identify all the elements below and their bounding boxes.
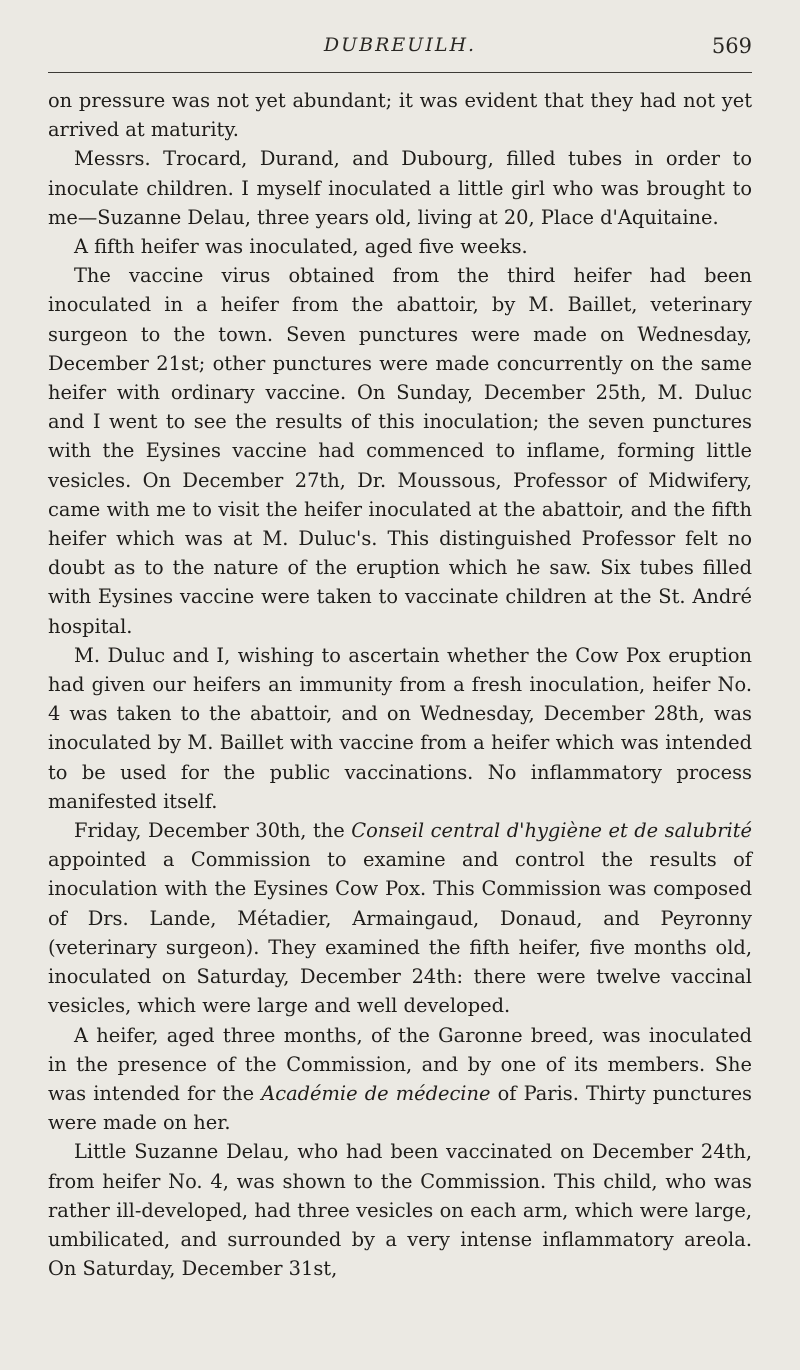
header-rule — [48, 72, 752, 73]
running-head: DUBREUILH. — [323, 34, 477, 56]
paragraph-text: appointed a Commission to examine and control the results of inoculation with the Eysines Cow Pox. This Commission was composed of Drs. Lande, Métadier, Armaingaud, Donaud, and Peyronny (veterinary surgeon). They examined the fifth heifer, five months old, inoculated on Saturday, December 24th: there were twelve vaccinal vesicles, which were large and well developed. — [48, 848, 752, 1018]
paragraph-text: Messrs. Trocard, Durand, and Dubourg, filled tubes in order to inoculate children. I myself inoculated a little girl who was brought to me—Suzanne Delau, three years old, living at 20, Place d'Aquitaine. — [48, 147, 752, 229]
paragraph — [48, 232, 752, 261]
page-number: 569 — [711, 34, 752, 58]
paragraph — [48, 1021, 752, 1138]
paragraph — [48, 641, 752, 816]
paragraph-text: A heifer, aged three months, of the Garonne breed, was inoculated in the presence of the Commission, and by one of its members. She was intended for the — [48, 1023, 752, 1105]
paragraph-text: Little Suzanne Delau, who had been vaccinated on December 24th, from heifer No. 4, was shown to the Commission. This child, who was rather ill-developed, had three vesicles on each arm, which were large, umbilicated, and surrounded by a very intense inflammatory areola. On Saturday, December 31st, — [48, 1140, 752, 1281]
paragraph — [48, 261, 752, 641]
paragraph — [48, 144, 752, 232]
paragraph-text: M. Duluc and I, wishing to ascertain whether the Cow Pox eruption had given our heifers an immunity from a fresh inoculation, heifer No. 4 was taken to the abattoir, and on Wednesday, December 28th, was inoculated by M. Baillet with vaccine from a heifer which was intended to be used for the public vaccinations. No inflammatory process manifested itself. — [48, 643, 752, 813]
paragraph-text: Friday, December 30th, the — [74, 819, 352, 843]
paragraph-text: A fifth heifer was inoculated, aged five weeks. — [74, 235, 528, 259]
paragraph-text: of Paris. Thirty punctures were made on her. — [48, 1081, 752, 1135]
paragraph-text: The vaccine virus obtained from the third heifer had been inoculated in a heifer from the abattoir, by M. Baillet, veterinary surgeon to the town. Seven punctures were made on Wednesday, December 21st; other punctures were made concurrently on the same heifer with ordinary vaccine. On Sunday, December 25th, M. Duluc and I went to see the results of this inoculation; the seven punctures with the Eysines vaccine had commenced to inflame, forming little vesicles. On December 27th, Dr. Moussous, Professor of Midwifery, came with me to visit the heifer inoculated at the abattoir, and the fifth heifer which was at M. Duluc's. This distinguished Professor felt no doubt as to the nature of the eruption which he saw. Six tubes filled with Eysines vaccine were taken to vaccinate children at the St. André hospital. — [48, 264, 752, 638]
body-text — [48, 86, 752, 1283]
paragraph — [48, 1137, 752, 1283]
page-header — [48, 30, 752, 64]
paragraph — [48, 816, 752, 1020]
paragraph-text: on pressure was not yet abundant; it was evident that they had not yet arrived at maturity. — [48, 89, 752, 142]
italic-text: Académie de médecine — [261, 1081, 491, 1105]
italic-text: Conseil central d'hygiène et de salubrité — [351, 819, 753, 843]
paragraph — [48, 86, 752, 144]
